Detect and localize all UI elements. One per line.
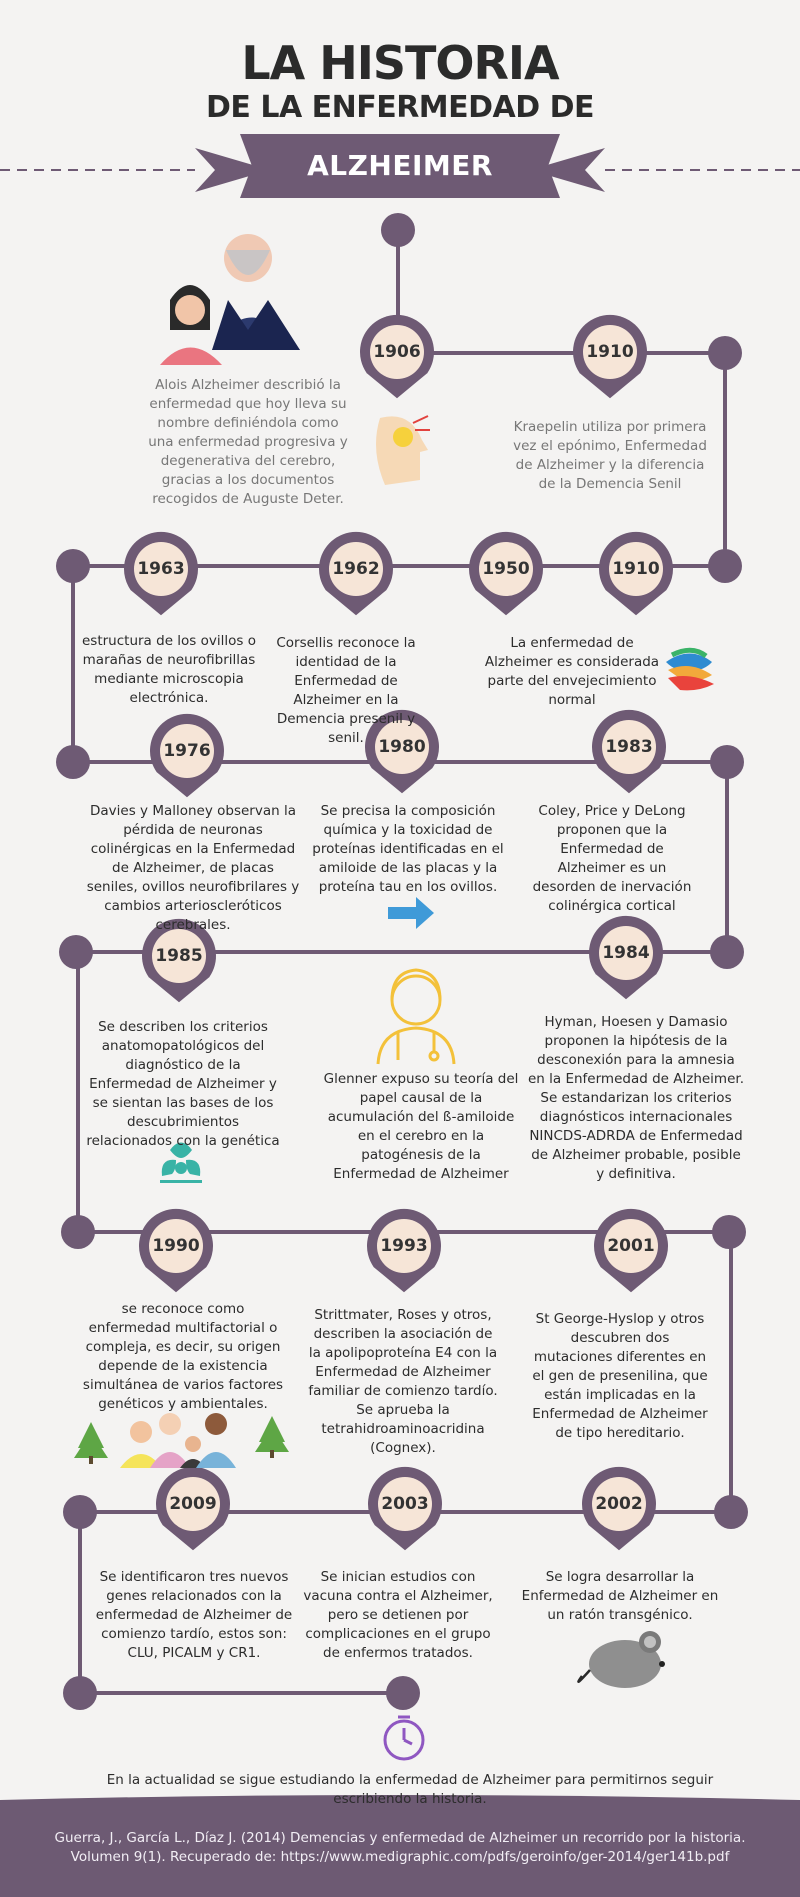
page-subtitle: DE LA ENFERMEDAD DE (205, 90, 594, 125)
doctor-icon (378, 970, 454, 1064)
stopwatch-icon (385, 1717, 423, 1759)
event-text-1980: Se precisa la composición química y la toxicidad de proteínas identificadas en el amiloide de las placas y la proteína tau en los ovillos. (312, 803, 504, 895)
event-text-glenner: Glenner expuso su teoría del papel causal de la acumulación del ß-amiloide en el cerebro en la patogénesis de la Enfermedad de Alzheimer (323, 1071, 519, 1182)
event-text-1984: Hyman, Hoesen y Damasio proponen la hipótesis de la desconexión para la amnesia en la Enfermedad de Alzheimer. Se estandarizan los criterios diagnósticos internacionales NINCDS-ADRDA de Enfermedad de Alzheimer probable, posible y definitiva. (528, 1014, 744, 1182)
tree-icon (74, 1416, 289, 1464)
event-text-1983: Coley, Price y DeLong proponen que la Enfermedad de Alzheimer es un desorden de inervación colinérgica cortical (532, 803, 692, 914)
year-label: 1993 (380, 1236, 428, 1256)
year-label: 1976 (163, 741, 211, 761)
page-title: LA HISTORIA (241, 36, 559, 90)
event-text-1990: se reconoce como enfermedad multifactorial o compleja, es decir, su origen depende de la existencia simultánea de varios factores genéticos y ambientales. (82, 1301, 284, 1412)
event-text-2009: Se identificaron tres nuevos genes relacionados con la enfermedad de Alzheimer de comienzo tardío, estos son: CLU, PICALM y CR1. (95, 1569, 293, 1661)
lightbulb-head-icon (376, 416, 430, 485)
year-label: 1910 (612, 559, 660, 579)
year-label: 2003 (381, 1494, 429, 1514)
year-label: 1962 (332, 559, 380, 579)
event-text-2002: Se logra desarrollar la Enfermedad de Alzheimer en un ratón transgénico. (521, 1569, 719, 1623)
closing-note: En la actualidad se sigue estudiando la enfermedad de Alzheimer para permitirnos seguir escribiendo la historia. (106, 1772, 714, 1807)
event-text-2001: St George-Hyslop y otros descubren dos mutaciones diferentes en el gen de presenilina, que están implicadas en la Enfermedad de Alzheimer de tipo hereditario. (532, 1311, 708, 1441)
event-text-1976: Davies y Malloney observan la pérdida de neuronas colinérgicas en la Enfermedad de Alzheimer, de placas seniles, ovillos neurofibrilares y cambios arterioscleróticos cerebrales. (86, 803, 300, 933)
event-text-1985: Se describen los criterios anatomopatológicos del diagnóstico de la Enfermedad de Alzheimer y se sientan las bases de los descubrimientos relacionados con la genética (86, 1019, 280, 1149)
people-icon (160, 234, 300, 365)
year-label: 2001 (607, 1236, 655, 1256)
event-text-1962: Corsellis reconoce la identidad de la Enfermedad de Alzheimer en la Demencia presenil y senil. (276, 635, 416, 746)
event-text-1906: Alois Alzheimer describió la enfermedad que hoy lleva su nombre definiéndola como una enfermedad progresiva y degenerativa del cerebro, gracias a los documentos recogidos de Auguste Deter. (148, 377, 348, 507)
event-text-1963: estructura de los ovillos o marañas de neurofibrillas mediante microscopia electrónica. (82, 633, 256, 706)
banner-title: ALZHEIMER (307, 149, 493, 182)
year-label: 1950 (482, 559, 530, 579)
year-label: 1985 (155, 946, 203, 966)
footer-citation: Guerra, J., García L., Díaz J. (2014) Demencias y enfermedad de Alzheimer un recorrido por la historia. Volumen 9(1). Recuperado de: https://www.medigraphic.com/pdfs/geroinfo/ger-2014/ger141b.pdf (54, 1830, 746, 1865)
arrow-icon (388, 897, 434, 929)
family-icon (120, 1413, 236, 1468)
event-text-1910a: Kraepelin utiliza por primera vez el epónimo, Enfermedad de Alzheimer y la diferencia de la Demencia Senil (513, 419, 707, 492)
mouse-icon (578, 1631, 665, 1688)
event-text-1910b: La enfermedad de Alzheimer es considerada parte del envejecimiento normal (484, 635, 660, 708)
event-text-2003: Se inician estudios con vacuna contra el Alzheimer, pero se detienen por complicaciones en el grupo de enfermos tratados. (303, 1569, 493, 1661)
year-label: 1980 (378, 737, 426, 757)
year-label: 1906 (373, 342, 421, 362)
year-label: 2002 (595, 1494, 643, 1514)
year-label: 1910 (586, 342, 634, 362)
year-label: 1990 (152, 1236, 200, 1256)
year-label: 2009 (169, 1494, 217, 1514)
colorful-brain-icon (666, 650, 714, 690)
year-label: 1984 (602, 943, 650, 963)
year-label: 1983 (605, 737, 653, 757)
year-label: 1963 (137, 559, 185, 579)
event-text-1993: Strittmater, Roses y otros, describen la asociación de la apolipoproteína E4 con la Enfermedad de Alzheimer familiar de comienzo tardío. Se aprueba la tetrahidroaminoacridina (Cognex). (308, 1307, 498, 1456)
